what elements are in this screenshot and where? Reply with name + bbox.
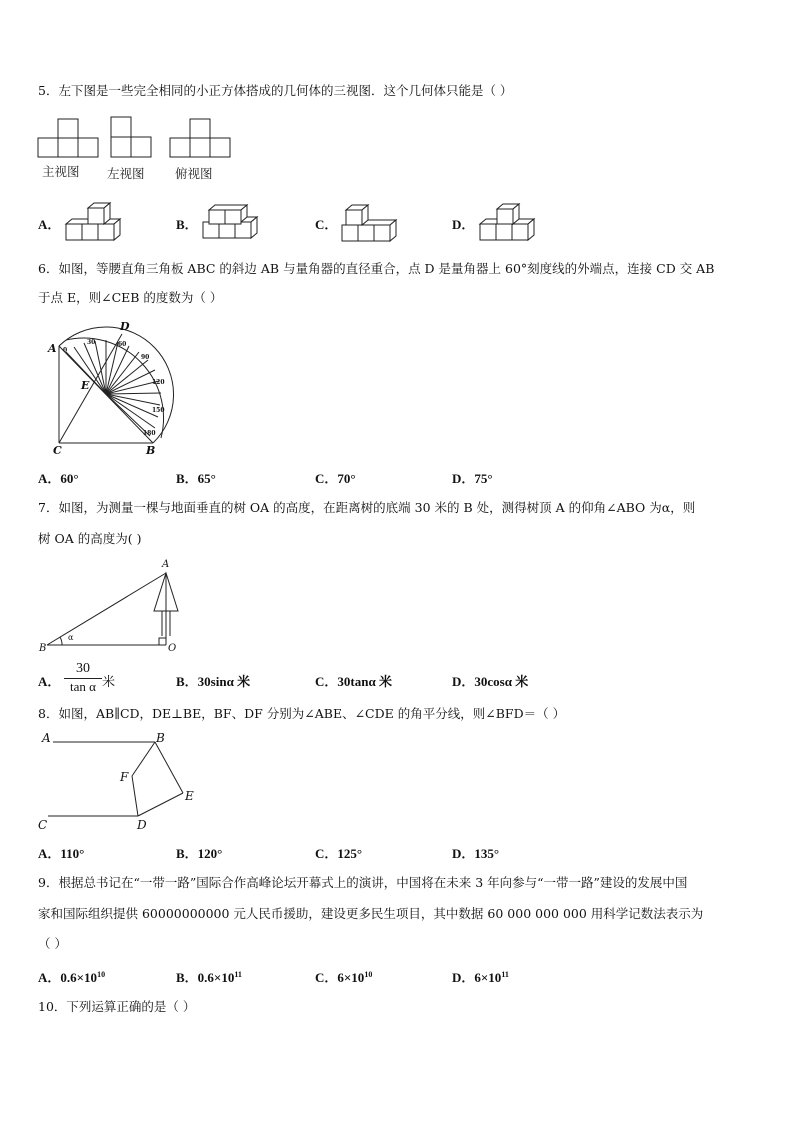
q7-option-a-denominator: tan α — [70, 679, 96, 694]
q6-label-d: D — [120, 320, 130, 333]
q5-label-front: 主视图 — [42, 164, 80, 179]
q7-option-b-value: 30sinα 米 — [197, 674, 251, 689]
q8-option-d-value: 135° — [474, 846, 500, 861]
q8-option-c-key: C． — [315, 846, 338, 861]
q9-option-b-base: 0.6×10 — [197, 970, 235, 985]
q7-label-b: B — [39, 643, 47, 654]
q9-option-b[interactable] — [176, 967, 242, 986]
q8-option-c-value: 125° — [337, 846, 363, 861]
q6-option-d-key: D． — [452, 471, 475, 486]
q9-option-a-exp: 10 — [97, 970, 106, 979]
q8-option-b[interactable] — [176, 843, 222, 862]
q8-option-a-value: 110° — [60, 846, 85, 861]
q6-option-c-value: 70° — [337, 471, 356, 486]
q9-option-c[interactable] — [315, 967, 372, 986]
q6-option-c-key: C． — [315, 471, 338, 486]
q5-option-d[interactable]: D． — [452, 217, 475, 232]
q6-option-a-value: 60° — [60, 471, 79, 486]
q9-option-b-exp: 11 — [234, 970, 242, 979]
q6-option-a-key: A． — [38, 471, 61, 486]
q7-label-alpha: α — [68, 633, 74, 642]
q9-option-a[interactable] — [38, 967, 105, 986]
q6-tick-150: 150 — [152, 407, 165, 414]
q6-tick-0: 0 — [63, 347, 68, 354]
q5-option-c[interactable]: C． — [315, 217, 338, 232]
q7-option-d-key: D． — [452, 674, 475, 689]
q6-option-b-key: B． — [176, 471, 198, 486]
q9-stem-line3: （ ） — [38, 936, 67, 951]
q7-option-a-key[interactable]: A． — [38, 674, 61, 689]
q5-option-a[interactable]: A． — [38, 217, 61, 232]
q9-option-c-base: 6×10 — [337, 970, 365, 985]
q8-option-b-key: B． — [176, 846, 198, 861]
q7-option-c-key: C． — [315, 674, 338, 689]
q5-label-side: 左视图 — [107, 166, 145, 181]
q8-option-a[interactable] — [38, 843, 84, 862]
q5-stem: 5．左下图是一些完全相同的小正方体搭成的几何体的三视图．这个几何体只能是（ ） — [38, 83, 513, 98]
q8-label-d: D — [137, 818, 147, 832]
q7-option-c-value: 30tanα 米 — [337, 674, 392, 689]
q6-label-a: A — [48, 342, 57, 355]
q9-stem-line1: 9．根据总书记在“一带一路”国际合作高峰论坛开幕式上的演讲，中国将在未来 3 年向参与“一带一路”建设的发展中国 — [38, 875, 688, 890]
q9-option-a-key: A． — [38, 970, 61, 985]
q6-tick-180: 180 — [143, 430, 156, 437]
q5-label-top: 俯视图 — [175, 166, 213, 181]
q7-stem-line1: 7．如图，为测量一棵与地面垂直的树 OA 的高度，在距离树的底端 30 米的 B 处，测得树顶 A 的仰角∠ABO 为α，则 — [38, 500, 696, 515]
q8-label-e: E — [185, 789, 194, 803]
q9-option-d-key: D． — [452, 970, 475, 985]
q8-option-b-value: 120° — [197, 846, 223, 861]
q7-stem-line2: 树 OA 的高度为( ) — [38, 531, 142, 546]
q7-label-o: O — [168, 643, 177, 654]
q9-stem-line2: 家和国际组织提供 60000000000 元人民币援助，建设更多民生项目，其中数据 60 000 000 000 用科学记数法表示为 — [38, 906, 704, 921]
q6-tick-60: 60 — [118, 341, 127, 348]
q9-option-a-base: 0.6×10 — [60, 970, 98, 985]
q7-option-d-value: 30cosα 米 — [474, 674, 529, 689]
q7-option-a-unit: 米 — [102, 674, 116, 689]
q6-tick-30: 30 — [87, 339, 96, 346]
q8-option-c[interactable] — [315, 843, 362, 862]
q8-option-d[interactable] — [452, 843, 499, 862]
q9-option-d-exp: 11 — [501, 970, 509, 979]
q8-label-a: A — [42, 731, 51, 745]
q7-option-b-key: B． — [176, 674, 198, 689]
q8-label-c: C — [38, 818, 48, 832]
q8-label-f: F — [120, 770, 129, 784]
q8-option-a-key: A． — [38, 846, 61, 861]
q8-option-d-key: D． — [452, 846, 475, 861]
q9-option-c-exp: 10 — [364, 970, 373, 979]
q10-stem: 10．下列运算正确的是（ ） — [38, 999, 196, 1014]
q8-label-b: B — [156, 731, 165, 745]
q6-stem-line2: 于点 E，则∠CEB 的度数为（ ） — [38, 290, 223, 305]
q6-tick-120: 120 — [152, 379, 165, 386]
q7-label-a: A — [162, 559, 170, 570]
q6-label-b: B — [146, 444, 156, 457]
q8-stem: 8．如图，AB∥CD，DE⊥BE，BF、DF 分别为∠ABE、∠CDE 的角平分线，则∠BFD＝（ ） — [38, 706, 566, 721]
q6-label-c: C — [53, 444, 62, 457]
q9-option-d-base: 6×10 — [474, 970, 502, 985]
q5-option-b[interactable]: B． — [176, 217, 198, 232]
q9-option-d[interactable] — [452, 967, 509, 986]
q6-label-e: E — [81, 379, 90, 392]
q6-stem-line1: 6．如图，等腰直角三角板 ABC 的斜边 AB 与量角器的直径重合，点 D 是量角器上 60°刻度线的外端点，连接 CD 交 AB — [38, 261, 715, 276]
q6-option-d-value: 75° — [474, 471, 493, 486]
q7-option-a-numerator: 30 — [76, 661, 90, 676]
q9-option-b-key: B． — [176, 970, 198, 985]
q6-tick-90: 90 — [141, 354, 150, 361]
q6-option-b-value: 65° — [197, 471, 216, 486]
q9-option-c-key: C． — [315, 970, 338, 985]
